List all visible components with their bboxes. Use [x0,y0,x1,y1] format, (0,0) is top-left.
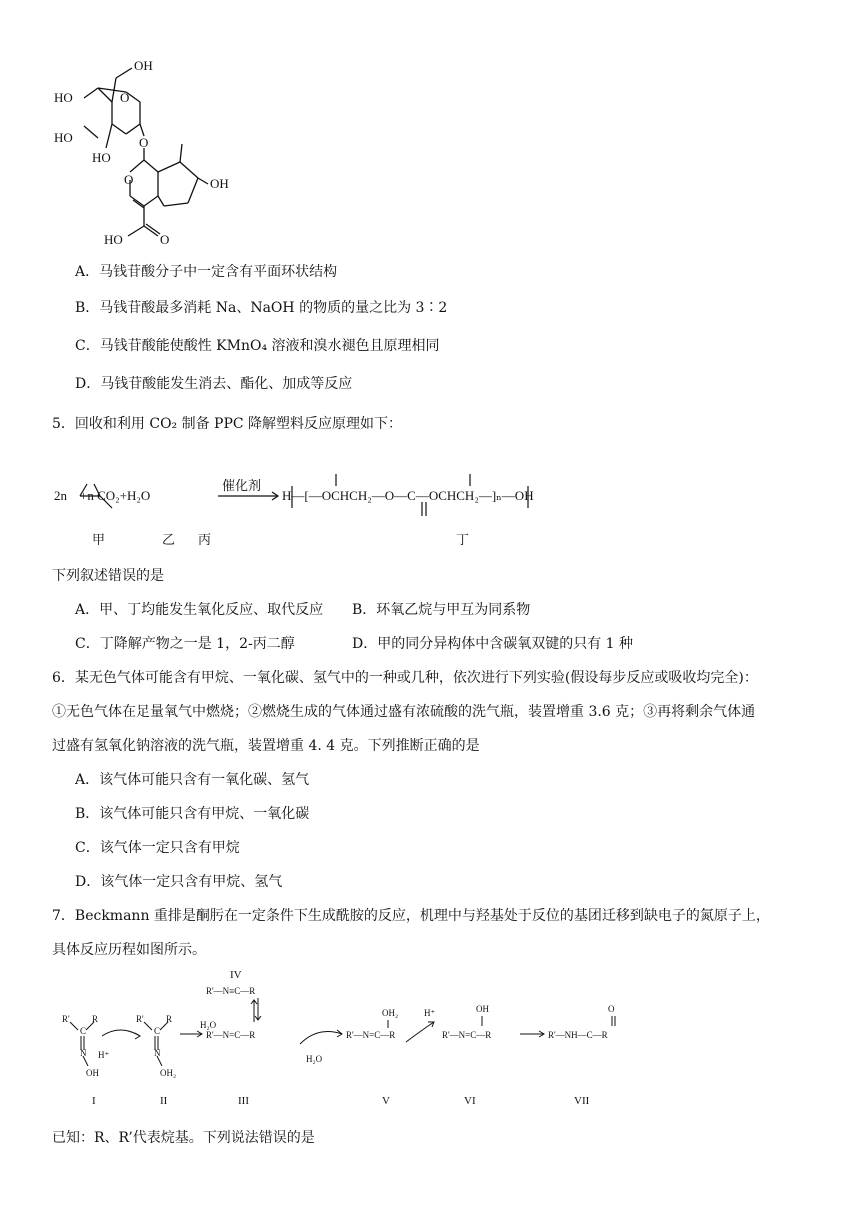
label-o-pyran: O [124,172,134,187]
svg-text:H⁺: H⁺ [98,1050,110,1060]
roman-label-vi: VI [464,1095,476,1107]
loganic-acid-structure [40,48,250,253]
svg-text:N: N [154,1048,161,1058]
svg-text:OH: OH [476,1004,489,1014]
q5-option-b: B．环氧乙烷与甲互为同系物 [352,602,531,618]
roman-label-vii: VII [574,1095,590,1107]
q7-known: 已知：R、R’代表烷基。下列说法错误的是 [52,1130,315,1146]
q4-option-c: C．马钱苷酸能使酸性 KMnO₄ 溶液和溴水褪色且原理相同 [75,338,440,354]
q6-option-b: B．该气体可能只含有甲烷、一氧化碳 [75,806,310,822]
label-jia: 甲 [92,532,106,547]
q6-option-c: C．该气体一定只含有甲烷 [75,840,240,856]
label-ho-acid: HO [104,232,123,247]
q5-question: 下列叙述错误的是 [52,568,164,584]
q5-option-c: C．丁降解产物之一是 1，2-丙二醇 [75,636,295,652]
roman-label-iii: III [238,1095,249,1107]
svg-text:OH₂: OH₂ [382,1008,399,1018]
eq-reactants: 2n +n CO₂+H₂O [54,488,151,503]
label-yi: 乙 [162,532,176,547]
svg-text:C: C [80,1026,87,1036]
label-bing: 丙 [198,532,212,547]
label-ding: 丁 [456,532,470,547]
label-ho-3: HO [92,150,111,165]
svg-text:H₂O: H₂O [200,1020,217,1030]
svg-text:OH₂: OH₂ [160,1068,177,1078]
roman-label-ii: II [160,1095,168,1107]
beckmann-mechanism-diagram [50,964,670,1114]
svg-text:C: C [154,1026,161,1036]
ppc-reaction-equation [50,452,610,552]
q4-option-b: B．马钱苷酸最多消耗 Na、NaOH 的物质的量之比为 3∶2 [75,300,448,316]
svg-text:R'—N=C—R: R'—N=C—R [346,1030,396,1040]
svg-text:R'—N=C—R: R'—N=C—R [206,1030,256,1040]
label-o-ring: O [120,90,130,105]
q6-stem-line-1: 6．某无色气体可能含有甲烷、一氧化碳、氢气中的一种或几种，依次进行下列实验(假设每步反应或吸收均完全)： [52,670,758,686]
svg-text:H⁺: H⁺ [424,1008,436,1018]
svg-text:R': R' [136,1014,144,1024]
svg-text:R: R [166,1014,173,1024]
svg-text:R': R' [62,1014,70,1024]
roman-label-i: I [92,1095,96,1107]
label-o-acid: O [160,232,170,247]
label-ho-2: HO [54,130,73,145]
label-ho-1: HO [54,90,73,105]
eq-catalyst: 催化剂 [222,478,262,493]
svg-text:OH: OH [86,1068,99,1078]
q4-option-a: A．马钱苷酸分子中一定含有平面环状结构 [75,264,338,280]
q6-option-d: D．该气体一定只含有甲烷、氢气 [75,874,283,890]
svg-text:R'—N≡C—R: R'—N≡C—R [206,986,256,996]
q5-stem: 5．回收和利用 CO₂ 制备 PPC 降解塑料反应原理如下： [52,416,403,432]
roman-label-v: V [382,1095,390,1107]
q7-stem-line-1: 7．Beckmann 重排是酮肟在一定条件下生成酰胺的反应，机理中与羟基处于反位的基团迁移到缺电子的氮原子上， [52,908,770,924]
label-o-link: O [139,135,149,150]
eq-product: H—[—OCHCH₂—O—C—OCHCH₂—]ₙ—OH [282,488,534,503]
svg-text:H₂O: H₂O [306,1054,323,1064]
label-oh-top: OH [134,58,153,73]
q6-stem-line-3: 过盛有氢氧化钠溶液的洗气瓶，装置增重 4. 4 克。下列推断正确的是 [52,738,480,754]
q4-option-d: D．马钱苷酸能发生消去、酯化、加成等反应 [75,376,353,392]
svg-text:O: O [608,1004,615,1014]
roman-label-iv: IV [230,969,242,981]
svg-text:R'—N=C—R: R'—N=C—R [442,1030,492,1040]
label-oh-right: OH [210,176,229,191]
q5-option-d: D．甲的同分异构体中含碳氧双键的只有 1 种 [352,636,634,652]
svg-text:R: R [92,1014,99,1024]
q6-stem-line-2: ①无色气体在足量氧气中燃烧；②燃烧生成的气体通过盛有浓硫酸的洗气瓶，装置增重 3.6 克；③再将剩余气体通 [52,704,756,720]
svg-text:N: N [80,1048,87,1058]
q6-option-a: A．该气体可能只含有一氧化碳、氢气 [75,772,310,788]
q5-option-a: A．甲、丁均能发生氧化反应、取代反应 [75,602,324,618]
svg-text:R'—NH—C—R: R'—NH—C—R [548,1030,608,1040]
q7-stem-line-2: 具体反应历程如图所示。 [52,942,206,958]
